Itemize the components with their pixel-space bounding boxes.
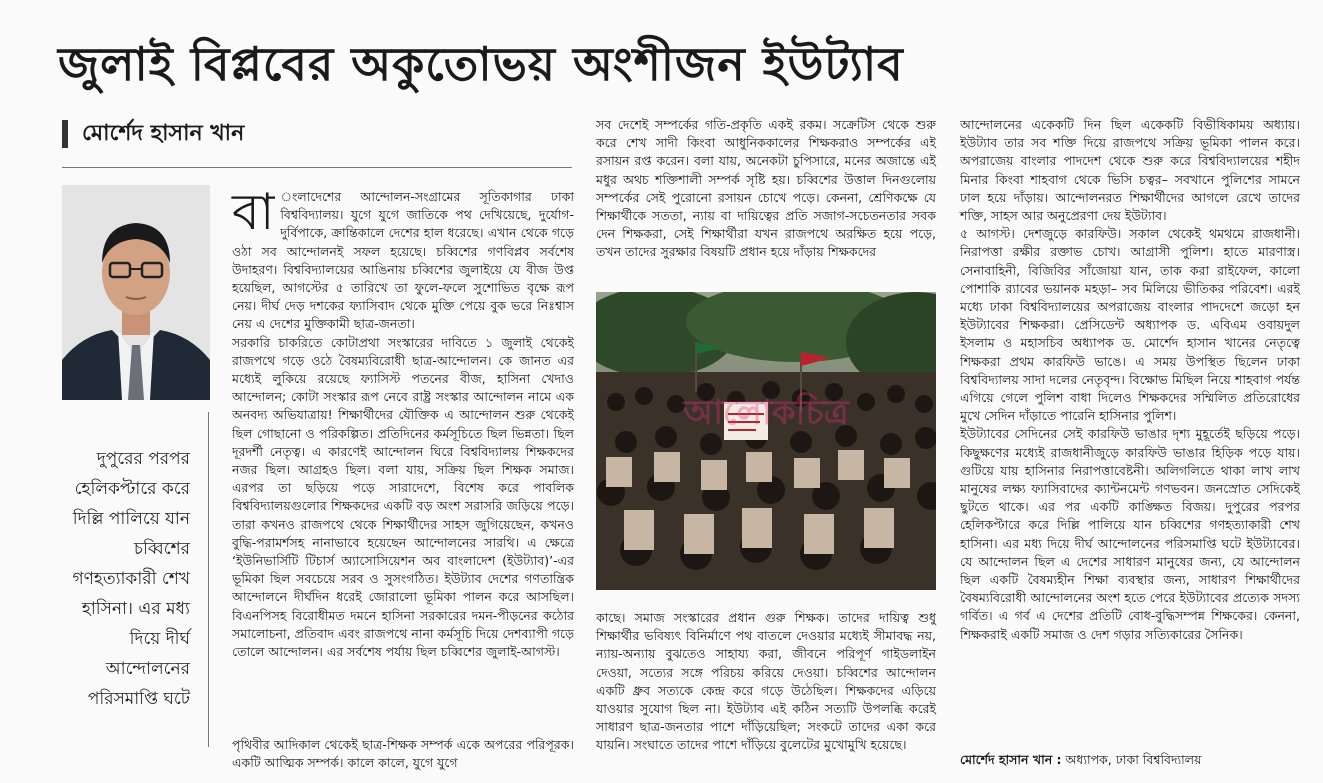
credit-role: অধ্যাপক, ঢাকা বিশ্ববিদ্যালয়	[1061, 752, 1202, 767]
credit-name: মোর্শেদ হাসান খান :	[960, 752, 1062, 767]
byline: মোর্শেদ হাসান খান	[62, 120, 244, 148]
article-paragraph	[232, 183, 574, 334]
column-divider	[208, 412, 209, 747]
article-paragraph: ইউট্যাবের সেদিনের সেই কারফিউ ভাঙার দৃশ্য মুহূর্তেই ছড়িয়ে পড়ে। কিছুক্ষণের মধ্যেই রাজধানীজুড়ে কারফিউ ভাঙার হিড়িক পড়ে যায়। গুটিয়ে যায় হাসিনার নিরাপত্তাবেষ্টনী। অলিগলিতে থাকা লাখ লাখ মানুষের লক্ষ্য ফ্যাসিবাদের ক্যান্টনমেন্ট গণভবন। জনস্রোত সেদিকেই ছুটতে থাকে। এর পর একটি কাঙ্ক্ষিত বিজয়। দুপুরের পরপর হেলিকপ্টারে করে দিল্লি পালিয়ে যান চব্বিশের গণহত্যাকারী শেখ হাসিনা। এর মধ্য দিয়ে দীর্ঘ আন্দোলনের পরিসমাপ্তি ঘটে ইউট্যাবের। যে আন্দোলন ছিল এ দেশের সাধারণ মানুষের জন্য, যে আন্দোলন ছিল একটি বৈষম্যহীন শিক্ষা ব্যবস্থার জন্য, সাধারণ শিক্ষার্থীদের বৈষম্যবিরোধী আন্দোলনের অংশ হতে পেরে ইউট্যাবের প্রত্যেক সদস্য গর্বিত। এ গর্ব এ দেশের প্রতিটি বোধ-বুদ্ধিসম্পন্ন শিক্ষকের। কেননা, শিক্ষকরাই একটি সমাজ ও দেশ গড়ার সত্যিকারের সৈনিক।	[960, 426, 1300, 642]
article-paragraph: কাছে। সমাজ সংস্কারের প্রধান গুরু শিক্ষক। তাদের দায়িত্ব শুধু শিক্ষার্থীর ভবিষ্যৎ বিনির্মাণে পথ বাতলে দেওয়ার মধ্যেই সীমাবদ্ধ নয়, ন্যায়-অন্যায় বুঝতেও সাহায্য করা, জীবনে পরিপূর্ণ গাইডলাইন দেওয়া, সত্যের সঙ্গে পরিচয় করিয়ে দেওয়া। চব্বিশের আন্দোলন একটি ধ্রুব সত্যকে কেন্দ্র করে গড়ে উঠেছিল। শিক্ষকদের এড়িয়ে যাওয়ার সুযোগ ছিল না। ইউট্যাব এই কঠিন সত্যটি উপলব্ধি করেই সাধারণ ছাত্র-জনতার পাশে দাঁড়িয়েছিল; সংকটে তাদের একা করে যায়নি। সংঘাতে তাদের পাশে দাঁড়িয়ে বুলেটের মুখোমুখি হয়েছে।	[596, 610, 936, 753]
byline-rule	[62, 167, 572, 168]
article-paragraph: ৫ আগস্ট। দেশজুড়ে কারফিউ। সকাল থেকেই থমথমে রাজধানী। নিরাপত্তা রক্ষীর রক্তাভ চোখ। আগ্রাসী পুলিশ। হাতে মারণাস্ত্র। সেনাবাহিনী, বিজিবির সাঁজোয়া যান, তাক করা রাইফেল, কালো পোশাকি র‍্যাবের ভয়ানক মহড়া– সব মিলিয়ে ভীতিকর পরিবেশ। এরই মধ্যে ঢাকা বিশ্ববিদ্যালয়ের অপরাজেয় বাংলার পাদদেশে জড়ো হন ইউট্যাবের শিক্ষকরা। প্রেসিডেন্ট অধ্যাপক ড. এবিএম ওবায়দুল ইসলাম ও মহাসচিব অধ্যাপক ড. মোর্শেদ হাসান খানের নেতৃত্বে শিক্ষকরা প্রথম কারফিউ ভাঙে। এ সময় উপস্থিত ছিলেন ঢাকা বিশ্ববিদ্যালয় সাদা দলের নেতৃবৃন্দ। বিক্ষোভ মিছিল নিয়ে শাহবাগ পর্যন্ত এগিয়ে গেলে পুলিশ বাধা দিলেও শিক্ষকদের সম্মিলিত প্রতিরোধের মুখে সেদিন দাঁড়াতে পারেনি হাসিনার পুলিশ।	[960, 226, 1300, 424]
photo-watermark: আলোকচিত্র	[683, 393, 849, 433]
pull-quote: দুপুরের পরপর হেলিকপ্টারে করে দিল্লি পালিয়ে যান চব্বিশের গণহত্যাকারী শেখ হাসিনা। এর মধ্য দিয়ে দীর্ঘ আন্দোলনের পরিসমাপ্তি ঘটে	[72, 449, 190, 709]
headline: জুলাই বিপ্লবের অকুতোভয় অংশীজন ইউট্যাব	[58, 37, 904, 91]
drop-cap: বা	[232, 183, 275, 241]
article-column-1	[232, 183, 574, 661]
article-column-1-end	[232, 736, 574, 772]
article-column-3	[960, 116, 1300, 644]
article-paragraph: আন্দোলনের একেকটি দিন ছিল একেকটি বিভীষিকাময় অধ্যায়। ইউট্যাব তার সব শক্তি দিয়ে রাজপথে সক্রিয় ভূমিকা পালন করে। অপরাজেয় বাংলার পাদদেশ থেকে শুরু করে বিশ্ববিদ্যালয়ের শহীদ মিনার কিংবা শাহবাগ থেকে ভিসি চত্বর– সবখানে পুলিশের সামনে ঢাল হয়ে দাঁড়ায়। আন্দোলনরত শিক্ষার্থীদের আগলে রেখে তাদের শক্তি, সাহস আর অনুপ্রেরণা দেয় ইউট্যাব।	[960, 117, 1300, 224]
paragraph-text: ংলাদেশের আন্দোলন-সংগ্রামের সূতিকাগার ঢাকা বিশ্ববিদ্যালয়। যুগে যুগে জাতিকে পথ দেখিয়েছে, দুর্যোগ-দুর্বিপাকে, ক্রান্তিকালে দেশের হাল ধরেছে। এখান থেকে গড়ে ওঠা সব আন্দোলনই সফল হয়েছে। চব্বিশের গণবিপ্লব সর্বশেষ উদাহরণ। বিশ্ববিদ্যালয়ের আঙিনায় চব্বিশের জুলাইয়ে যে বীজ উপ্ত হয়েছিল, আগস্টের ৫ তারিখে তা ফুলে-ফলে সুশোভিত বৃক্ষে রূপ নেয়। দীর্ঘ দেড় দশকের ফ্যাসিবাদ থেকে মুক্তি পেয়ে বুক ভরে নিঃশ্বাস নেয় এ দেশের মুক্তিকামী ছাত্র-জনতা।	[232, 189, 574, 332]
article-column-2-bottom	[596, 609, 936, 755]
author-photo	[62, 185, 210, 400]
author-credit	[960, 752, 1201, 772]
article-paragraph: সরকারি চাকরিতে কোটাপ্রথা সংস্কারের দাবিতে ১ জুলাই থেকেই রাজপথে গড়ে ওঠে বৈষম্যবিরোধী ছাত্র-আন্দোলন। কে জানত এর মধ্যেই লুকিয়ে রয়েছে ফ্যাসিস্ট পতনের বীজ, হাসিনা খেদাও আন্দোলন; কোটা সংস্কার রূপ নেবে রাষ্ট্র সংস্কার আন্দোলন নামে এক অনবদ্য অভিযাত্রায়! শিক্ষার্থীদের যৌক্তিক এ আন্দোলন শুরু থেকেই ছিল গোছানো ও পরিকল্পিত। প্রতিদিনের কর্মসূচিতে ছিল ভিন্নতা। ছিল দূরদর্শী নেতৃত্ব। এ কারণেই আন্দোলন ঘিরে বিশ্ববিদ্যালয় শিক্ষকদের নজর ছিল। আগ্রহও ছিল। বলা যায়, সক্রিয় ছিল শিক্ষক সমাজ। এরপর তা ছড়িয়ে পড়ে সারাদেশে, বিশেষ করে পাবলিক বিশ্ববিদ্যালয়গুলোর শিক্ষকদের একটি বড় অংশ সরাসরি জড়িয়ে পড়ে। তারা কখনও রাজপথে থেকে শিক্ষার্থীদের সাহস জুগিয়েছেন, কখনও বুদ্ধি-পরামর্শসহ নানাভাবে হয়েছেন আন্দোলনের সারথি। এ ক্ষেত্রে ‘ইউনিভার্সিটি টিচার্স অ্যাসোসিয়েশন অব বাংলাদেশ (ইউট্যাব)’-এর ভূমিকা ছিল সবচেয়ে সরব ও সুসংগঠিত। ইউট্যাব দেশের গণতান্ত্রিক আন্দোলনে দীর্ঘদিন ধরেই জোরালো ভূমিকা পালন করে আসছিল। বিএনপিসহ বিরোধীমত দমনে হাসিনা সরকারের দমন-পীড়নের কঠোর সমালোচনা, প্রতিবাদ এবং রাজপথে নানা কর্মসূচি দিয়ে দেশব্যাপী গড়ে তোলে আন্দোলন। এর সর্বশেষ পর্যায় ছিল চব্বিশের জুলাই-আগস্ট।	[232, 334, 574, 660]
article-column-2-top	[596, 116, 936, 262]
protest-photo	[596, 292, 936, 590]
article-paragraph: পৃথিবীর আদিকাল থেকেই ছাত্র-শিক্ষক সম্পর্ক একে অপরের পরিপূরক। একটি আত্মিক সম্পর্ক। কালে কালে, যুগে যুগে	[232, 737, 574, 771]
article-paragraph: সব দেশেই সম্পর্কের গতি-প্রকৃতি একই রকম। সক্রেটিস থেকে শুরু করে শেখ সাদী কিংবা আধুনিককালের শিক্ষকরাও সম্পর্কের এই রসায়ন রপ্ত করেন। বলা যায়, অনেকটা চুপিসারে, মনের অজান্তে এই মধুর অথচ শক্তিশালী সম্পর্ক সৃষ্টি হয়। চব্বিশের উত্তাল দিনগুলোয় সম্পর্কের সেই পুরোনো রসায়ন চোখে পড়ে। কেননা, শ্রেণিকক্ষে যে শিক্ষার্থীকে সততা, ন্যায় বা দায়িত্বের প্রতি সজাগ-সচেতনতার সবক দেন শিক্ষকরা, সেই শিক্ষার্থীরা যখন রাজপথে অরক্ষিত হয়ে পড়ে, তখন তাদের সুরক্ষার বিষয়টি প্রধান হয়ে দাঁড়ায় শিক্ষকদের	[596, 117, 936, 260]
